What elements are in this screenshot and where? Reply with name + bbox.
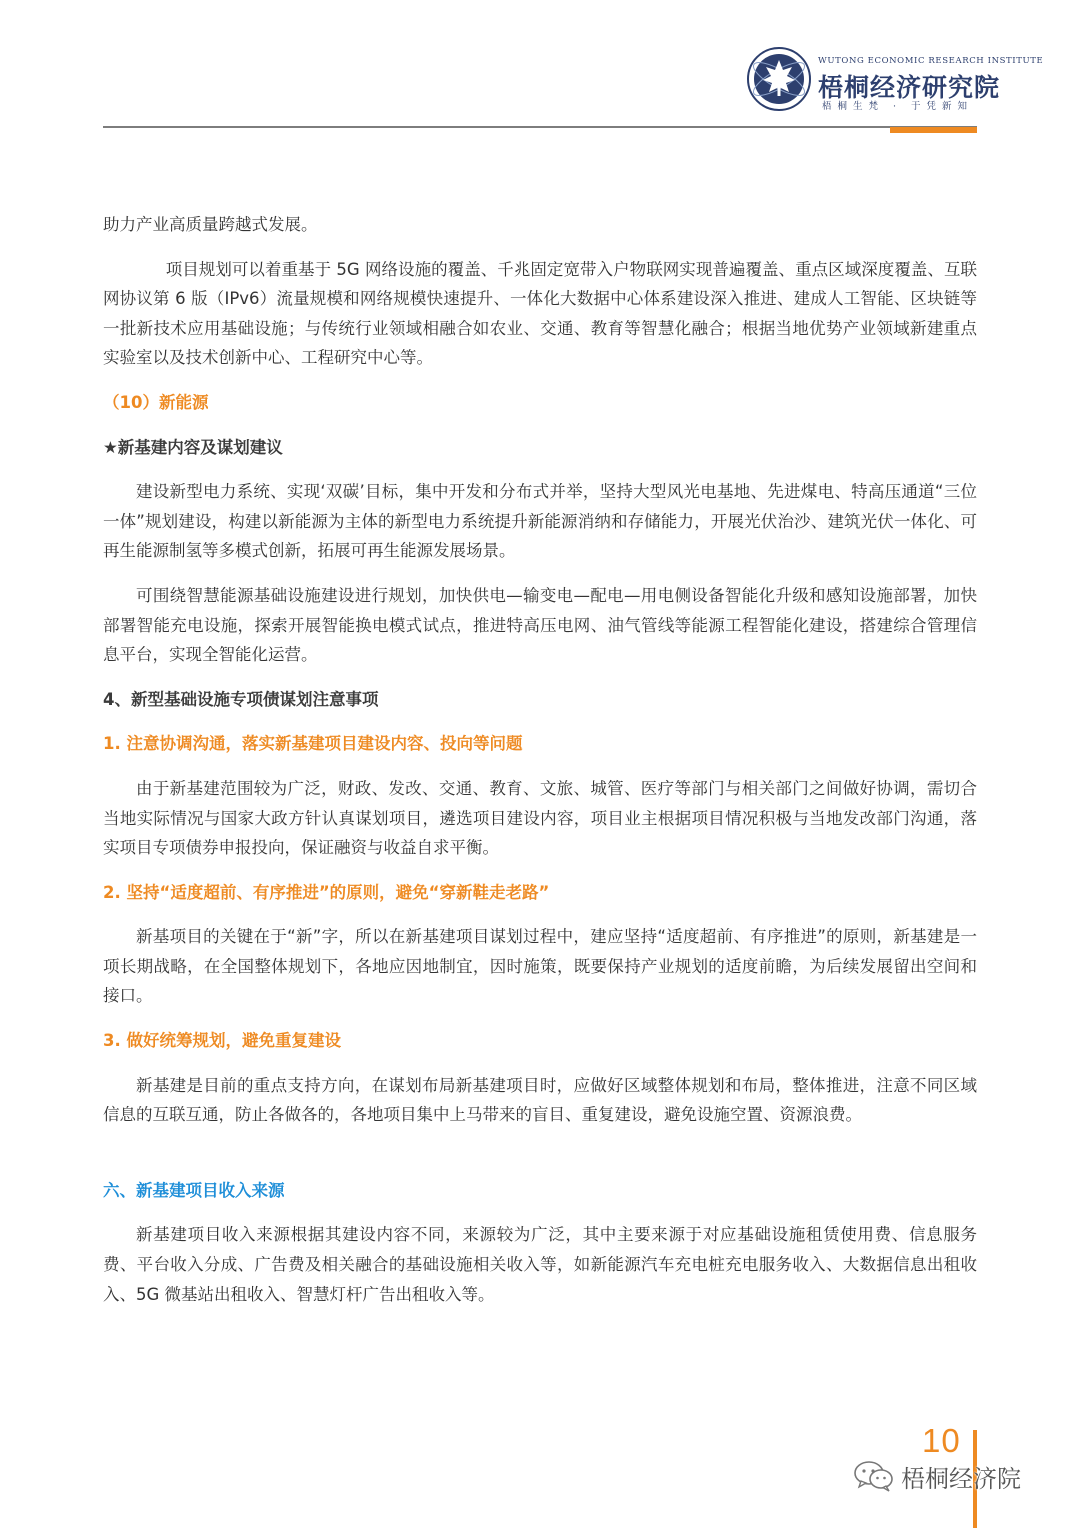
heading-coordination: 1. 注意协调沟通，落实新基建项目建设内容、投向等问题 [103,734,523,754]
header-divider [103,126,977,128]
brand-chinese-name: 梧桐经济研究院 [818,73,1001,102]
brand-english-name: WUTONG ECONOMIC RESEARCH INSTITUTE [818,56,1044,66]
heading-moderate-advance: 2. 坚持“适度超前、有序推进”的原则，避免“穿新鞋走老路” [103,882,550,902]
heading-special-bond-notes: 4、新型基础设施专项债谋划注意事项 [103,689,379,709]
institute-logo [746,46,812,112]
heading-new-energy: （10）新能源 [103,392,209,412]
paragraph-coordination: 由于新基建范围较为广泛，财政、发改、交通、教育、文旅、城管、医疗等部门与相关部门之间做好协调，需切合当地实际情况与国家大政方针认真谋划项目，遴选项目建设内容，项目业主根据项目情况积极与当地发改部门沟通，落实项目专项债券申报投向，保证融资与收益自求平衡。 [103,778,977,858]
paragraph-project-planning: 项目规划可以着重基于 5G 网络设施的覆盖、千兆固定宽带入户物联网实现普遍覆盖、重点区域深度覆盖、互联网协议第 6 版（IPv6）流量规模和网络规模快速提升、一体化大数据中心体系建设深入推进、建成人工智能、区块链等一批新技术应用基础设施；与传统行业领域相融合如农业、交通、教育等智慧化融合；根据当地优势产业领域新建重点实验室以及技术创新中心、工程研究中心等。 [103,259,977,368]
paragraph-moderate-advance: 新基项目的关键在于“新”字，所以在新基建项目谋划过程中，建应坚持“适度超前、有序推进”的原则，新基建是一项长期战略，在全国整体规划下，各地应因地制宜，因时施策，既要保持产业规划的适度前瞻，为后续发展留出空间和接口。 [103,927,977,1006]
heading-overall-planning: 3. 做好统筹规划，避免重复建设 [103,1031,341,1051]
paragraph-overall-planning: 新基建是目前的重点支持方向，在谋划布局新基建项目时，应做好区域整体规划和布局，整体推进，注意不同区域信息的互联互通，防止各做各的，各地项目集中上马带来的盲目、重复建设，避免设施空置、资源浪费。 [103,1075,977,1125]
page-number: 10 [922,1422,961,1459]
heading-revenue-sources: 六、新基建项目收入来源 [103,1180,285,1200]
brand-motto: 梧桐生梵 · 于凭新知 [822,101,974,112]
document-body [103,210,977,1309]
paragraph-revenue-sources: 新基建项目收入来源根据其建设内容不同，来源较为广泛，其中主要来源于对应基础设施租赁使用费、信息服务费、平台收入分成、广告费及相关融合的基础设施相关收入等，如新能源汽车充电桩充电服务收入、大数据信息出租收入、5G 微基站出租收入、智慧灯杆广告出租收入等。 [103,1225,977,1304]
paragraph-power-system: 建设新型电力系统、实现‘双碳’目标，集中开发和分布式并举，坚持大型风光电基地、先进煤电、特高压通道“三位一体”规划建设，构建以新能源为主体的新型电力系统提升新能源消纳和存储能力，开展光伏治沙、建筑光伏一体化、可再生能源制氢等多模式创新，拓展可再生能源发展场景。 [103,482,977,561]
heading-content-suggestions: ★新基建内容及谋划建议 [103,437,283,457]
wechat-watermark [853,1458,1021,1494]
paragraph-continuation: 助力产业高质量跨越式发展。 [103,215,318,234]
paragraph-smart-energy: 可围绕智慧能源基础设施建设进行规划，加快供电—输变电—配电—用电侧设备智能化升级和感知设施部署，加快部署智能充电设施，探索开展智能换电模式试点，推进特高压电网、油气管线等能源工程智能化建设，搭建综合管理信息平台，实现全智能化运营。 [103,585,977,665]
wechat-icon [853,1460,895,1492]
watermark-text: 梧桐经济院 [901,1464,1021,1493]
header-accent-bar [890,127,977,133]
